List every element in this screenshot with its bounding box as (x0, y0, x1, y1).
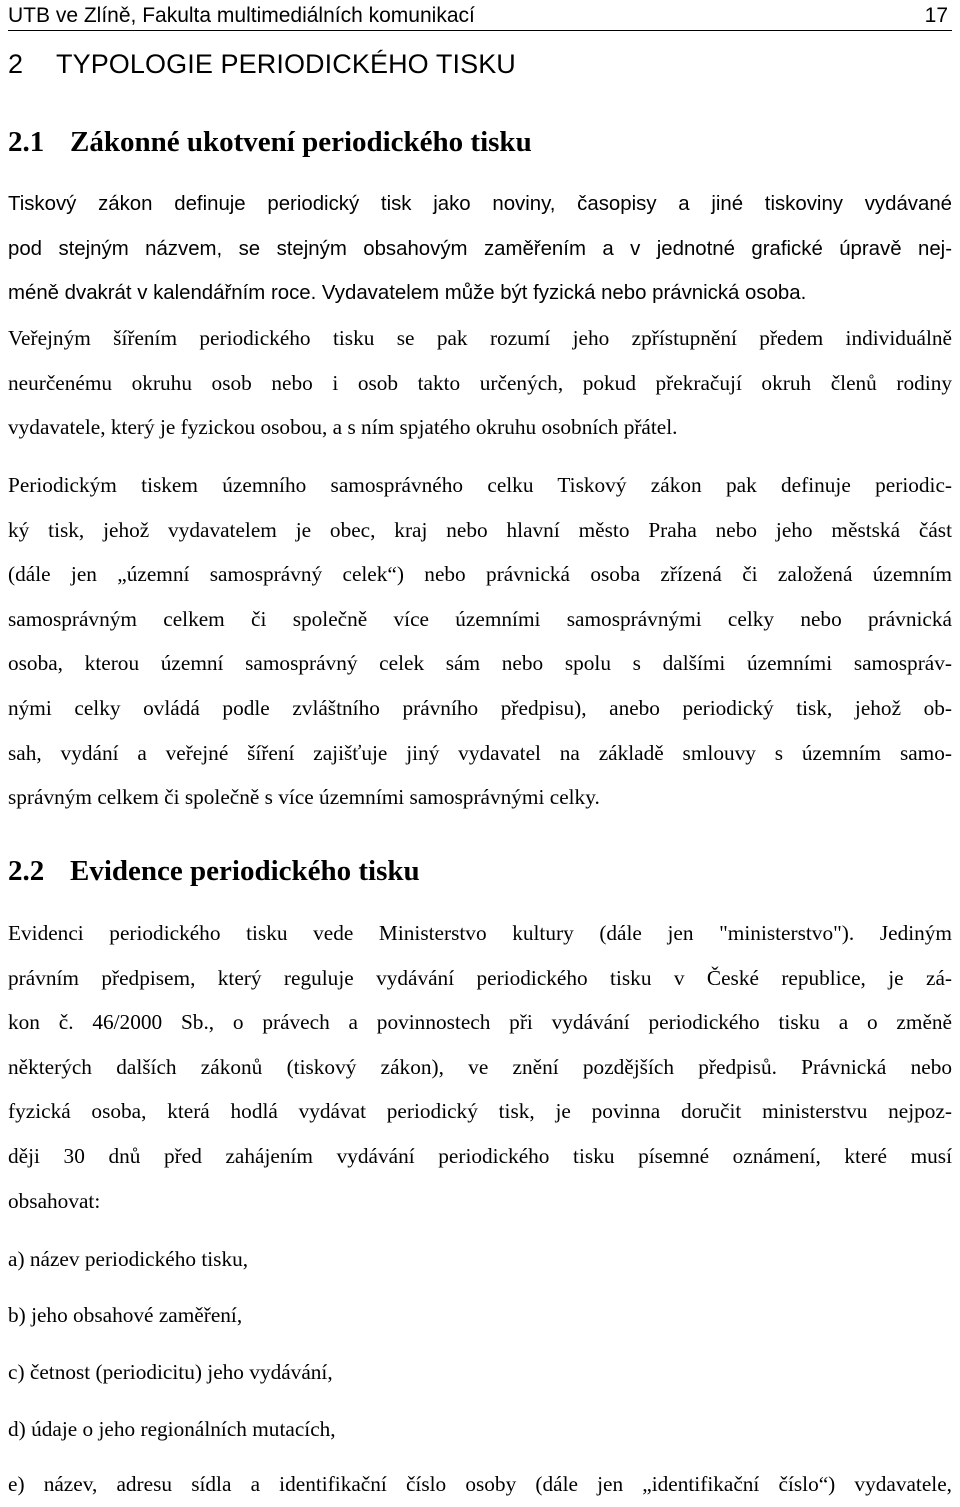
list-item: d) údaje o jeho regionálních mutacích, (8, 1417, 336, 1441)
paragraph-2 (8, 316, 952, 450)
paragraph-line: obsahovat: (8, 1188, 101, 1213)
paragraph-line: méně dvakrát v kalendářním roce. Vydavatelem může být fyzická nebo právnická osoba. (8, 282, 807, 305)
section-title: Evidence periodického tisku (70, 855, 420, 887)
paragraph-line: Evidenci periodického tisku vede Ministerstvo kultury (dále jen "ministerstvo"). Jediným (8, 921, 952, 945)
paragraph-line: správným celkem či společně s více územními samosprávnými celky. (8, 785, 600, 810)
paragraph-line: pod stejným názvem, se stejným obsahovým zaměřením a v jednotné grafické úpravě nej- (8, 237, 952, 260)
paragraph-line: neurčenému okruhu osob nebo i osob takto určených, pokud překračují okruh členů rodiny (8, 370, 952, 395)
chapter-title: TYPOLOGIE PERIODICKÉHO TISKU (56, 49, 516, 79)
paragraph-line: kon č. 46/2000 Sb., o právech a povinnostech při vydávání periodického tisku a o změně (8, 1010, 952, 1035)
page-number: 17 (924, 4, 948, 27)
paragraph-line: sah, vydání a veřejné šíření zajišťuje jiný vydavatel na základě smlouvy s územním samo- (8, 740, 952, 765)
chapter-heading (8, 42, 516, 86)
paragraph-line: ký tisk, jehož vydavatelem je obec, kraj nebo hlavní město Praha nebo jeho městská část (8, 517, 952, 542)
paragraph-line: fyzická osoba, která hodlá vydávat periodický tisk, je povinna doručit ministerstvu nejpoz- (8, 1099, 952, 1124)
paragraph-line: Periodickým tiskem územního samosprávného celku Tiskový zákon pak definuje periodic- (8, 473, 952, 497)
paragraph-3 (8, 463, 952, 820)
section-number: 2.2 (8, 855, 45, 887)
section-title: Zákonné ukotvení periodického tisku (70, 126, 532, 158)
list-item: b) jeho obsahové zaměření, (8, 1303, 243, 1327)
list-item: c) četnost (periodicitu) jeho vydávání, (8, 1360, 333, 1384)
paragraph-1 (8, 182, 952, 316)
header-title: UTB ve Zlíně, Fakulta multimediálních komunikací (8, 4, 475, 27)
paragraph-line: samosprávným celkem či společně více územními samosprávnými celky nebo právnická (8, 606, 952, 631)
paragraph-line: Veřejným šířením periodického tisku se pak rozumí jeho zpřístupnění předem individuálně (8, 326, 952, 350)
chapter-number: 2 (8, 49, 24, 79)
running-header (8, 2, 952, 31)
section-number: 2.1 (8, 126, 45, 158)
paragraph-line: ději 30 dnů před zahájením vydávání periodického tisku písemné oznámení, které musí (8, 1143, 952, 1168)
list-item: e) název, adresu sídla a identifikační číslo osoby (dále jen „identifikační číslo“) vydavatele, (8, 1472, 952, 1496)
paragraph-line: některých dalších zákonů (tiskový zákon), ve znění pozdějších předpisů. Právnická nebo (8, 1054, 952, 1079)
paragraph-line: (dále jen „územní samosprávný celek“) nebo právnická osoba zřízená či založená územním (8, 562, 952, 587)
section-heading-2-1 (8, 122, 532, 162)
paragraph-line: právním předpisem, který reguluje vydávání periodického tisku v České republice, je zá- (8, 965, 952, 990)
paragraph-line: osoba, kterou územní samosprávný celek sám nebo spolu s dalšími územními samospráv- (8, 651, 952, 676)
section-heading-2-2 (8, 851, 420, 891)
paragraph-line: Tiskový zákon definuje periodický tisk jako noviny, časopisy a jiné tiskoviny vydávané (8, 193, 952, 215)
paragraph-line: nými celky ovládá podle zvláštního právního předpisu), anebo periodický tisk, jehož ob- (8, 695, 952, 720)
list-item: a) název periodického tisku, (8, 1247, 249, 1271)
paragraph-line: vydavatele, který je fyzickou osobou, a s ním spjatého okruhu osobních přátel. (8, 415, 678, 440)
paragraph-4 (8, 911, 952, 1223)
